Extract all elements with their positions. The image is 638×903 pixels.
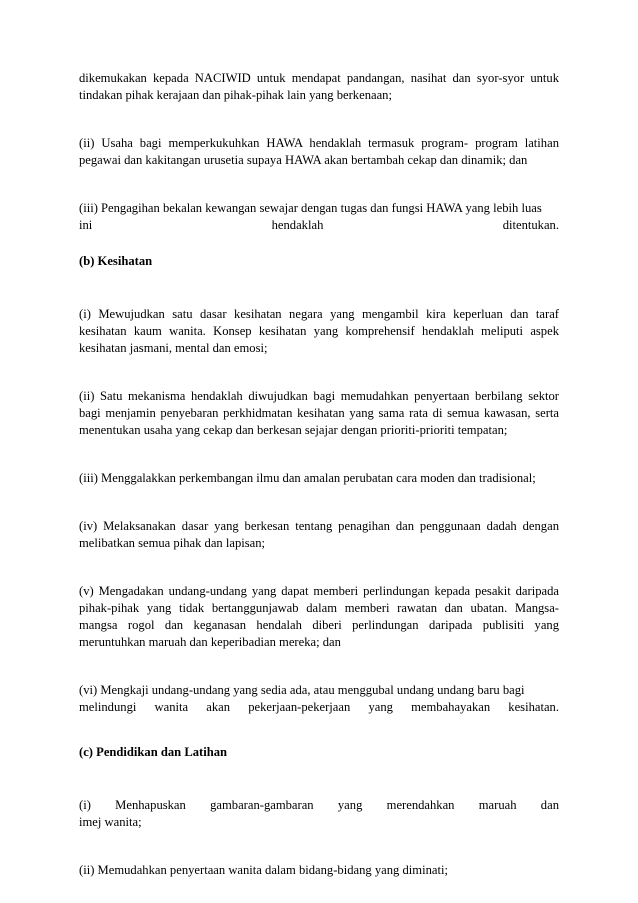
text-line: pihak-pihak yang tidak bertanggunjawab dalam memberi rawatan dan ubatan. Mangsa- xyxy=(79,601,559,615)
text-line: melindungi wanita akan pekerjaan-pekerjaan yang membahayakan kesihatan. xyxy=(79,700,559,714)
paragraph-hawa-iii xyxy=(79,200,559,234)
text-line: (v) Mengadakan undang-undang yang dapat memberi perlindungan kepada pesakit daripada xyxy=(79,584,559,598)
document-page xyxy=(79,70,559,879)
paragraph-pendidikan-ii xyxy=(79,862,559,879)
section-heading-pendidikan: (c) Pendidikan dan Latihan xyxy=(79,745,228,759)
paragraph-hawa-ii xyxy=(79,135,559,169)
paragraph-pendidikan-i xyxy=(79,797,559,831)
text-line: melibatkan semua pihak dan lapisan; xyxy=(79,536,266,550)
text-line: (i) Mewujudkan satu dasar kesihatan negara yang mengambil kira keperluan dan taraf xyxy=(79,307,559,321)
paragraph-kesihatan-iii xyxy=(79,470,559,487)
paragraph-kesihatan-iv xyxy=(79,518,559,552)
text-line: (vi) Mengkaji undang-undang yang sedia ada, atau menggubal undang undang baru bagi xyxy=(79,683,525,697)
text-line: (iv) Melaksanakan dasar yang berkesan tentang penagihan dan penggunaan dadah dengan xyxy=(79,519,559,533)
text-line: (ii) Memudahkan penyertaan wanita dalam bidang-bidang yang diminati; xyxy=(79,863,448,877)
text-line: (i) Menhapuskan gambaran-gambaran yang merendahkan maruah dan xyxy=(79,798,559,812)
text-line: (ii) Usaha bagi memperkukuhkan HAWA hendaklah termasuk program- program latihan xyxy=(79,136,559,150)
text-line: dikemukakan kepada NACIWID untuk mendapat pandangan, nasihat dan syor-syor untuk xyxy=(79,71,559,85)
text-line: tindakan pihak kerajaan dan pihak-pihak lain yang berkenaan; xyxy=(79,88,392,102)
text-line: pegawai dan kakitangan urusetia supaya HAWA akan bertambah cekap dan dinamik; dan xyxy=(79,153,528,167)
paragraph-kesihatan-vi xyxy=(79,682,559,716)
paragraph-intro-continued xyxy=(79,70,559,104)
text-line: mangsa rogol dan keganasan hendalah diberi perlindungan daripada publisiti yang xyxy=(79,618,559,632)
section-heading-kesihatan: (b) Kesihatan xyxy=(79,254,153,268)
text-line: (ii) Satu mekanisma hendaklah diwujudkan bagi memudahkan penyertaan berbilang sektor xyxy=(79,389,559,403)
text-line: kesihatan kaum wanita. Konsep kesihatan yang komprehensif hendaklah meliputi aspek xyxy=(79,324,559,338)
text-line: imej wanita; xyxy=(79,815,142,829)
text-line: menentukan usaha yang cekap dan berkesan sejajar dengan prioriti-prioriti tempatan; xyxy=(79,423,508,437)
text-line: kesihatan jasmani, mental dan emosi; xyxy=(79,341,268,355)
text-line: ini hendaklah ditentukan. xyxy=(79,218,559,232)
paragraph-kesihatan-ii xyxy=(79,388,559,439)
text-line: (iii) Pengagihan bekalan kewangan sewajar dengan tugas dan fungsi HAWA yang lebih luas xyxy=(79,201,542,215)
paragraph-kesihatan-v xyxy=(79,583,559,651)
paragraph-kesihatan-i xyxy=(79,306,559,357)
text-line: (iii) Menggalakkan perkembangan ilmu dan amalan perubatan cara moden dan tradisional; xyxy=(79,471,536,485)
text-line: bagi menjamin penyebaran perkhidmatan kesihatan yang sama rata di semua kawasan, serta xyxy=(79,406,559,420)
text-line: meruntuhkan maruah dan keperibadian mereka; dan xyxy=(79,635,341,649)
